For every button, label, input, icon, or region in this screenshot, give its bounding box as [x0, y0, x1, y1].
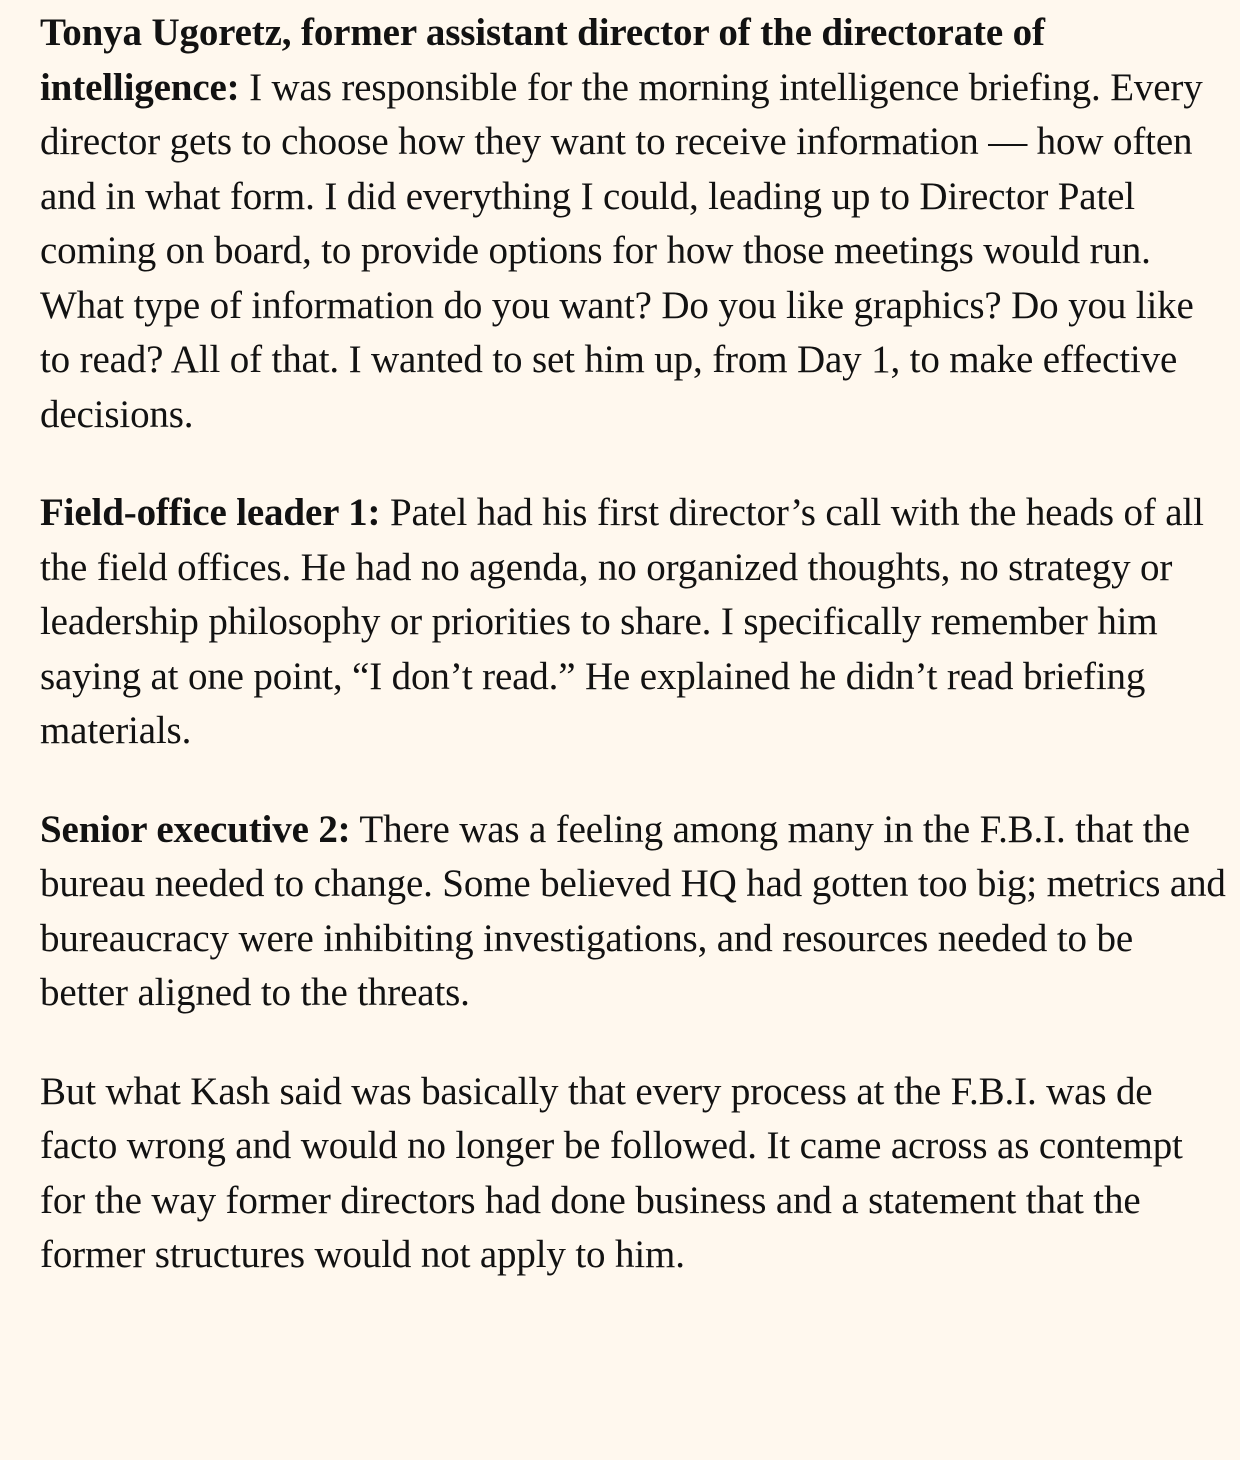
paragraph-text: Patel had his first director’s call with the heads of all the field offices. He had no agenda, no organized thoughts, no strategy or leadership philosophy or priorities to share. I specifically remember him saying at one point, “I don’t read.” He explained he didn’t read briefing materials.: [40, 491, 1204, 752]
speaker-name: Tonya Ugoretz, former assistant director of the directorate of intelligence:: [40, 11, 1045, 109]
speaker-name: Senior executive 2:: [40, 807, 351, 851]
paragraph-ugoretz: [40, 6, 1230, 442]
paragraph-text: But what Kash said was basically that every process at the F.B.I. was de facto wrong and would no longer be followed. It came across as contempt for the way former directors had done business and a statement that the former structures would not apply to him.: [40, 1069, 1183, 1276]
paragraph-text: There was a feeling among many in the F.B.I. that the bureau needed to change. Some believed HQ had gotten too big; metrics and bureaucracy were inhibiting investigations, and resources needed to be better aligned to the threats.: [40, 807, 1226, 1014]
article-body: [40, 6, 1230, 1327]
paragraph-continuation: [40, 1065, 1230, 1283]
paragraph-senior-executive: [40, 803, 1230, 1021]
paragraph-text: I was responsible for the morning intelligence briefing. Every director gets to choose how they want to receive information — how often and in what form. I did everything I could, leading up to Director Patel coming on board, to provide options for how those meetings would run. What type of information do you want? Do you like graphics? Do you like to read? All of that. I wanted to set him up, from Day 1, to make effective decisions.: [40, 65, 1203, 436]
paragraph-field-office-leader: [40, 486, 1230, 759]
speaker-name: Field-office leader 1:: [40, 491, 381, 534]
